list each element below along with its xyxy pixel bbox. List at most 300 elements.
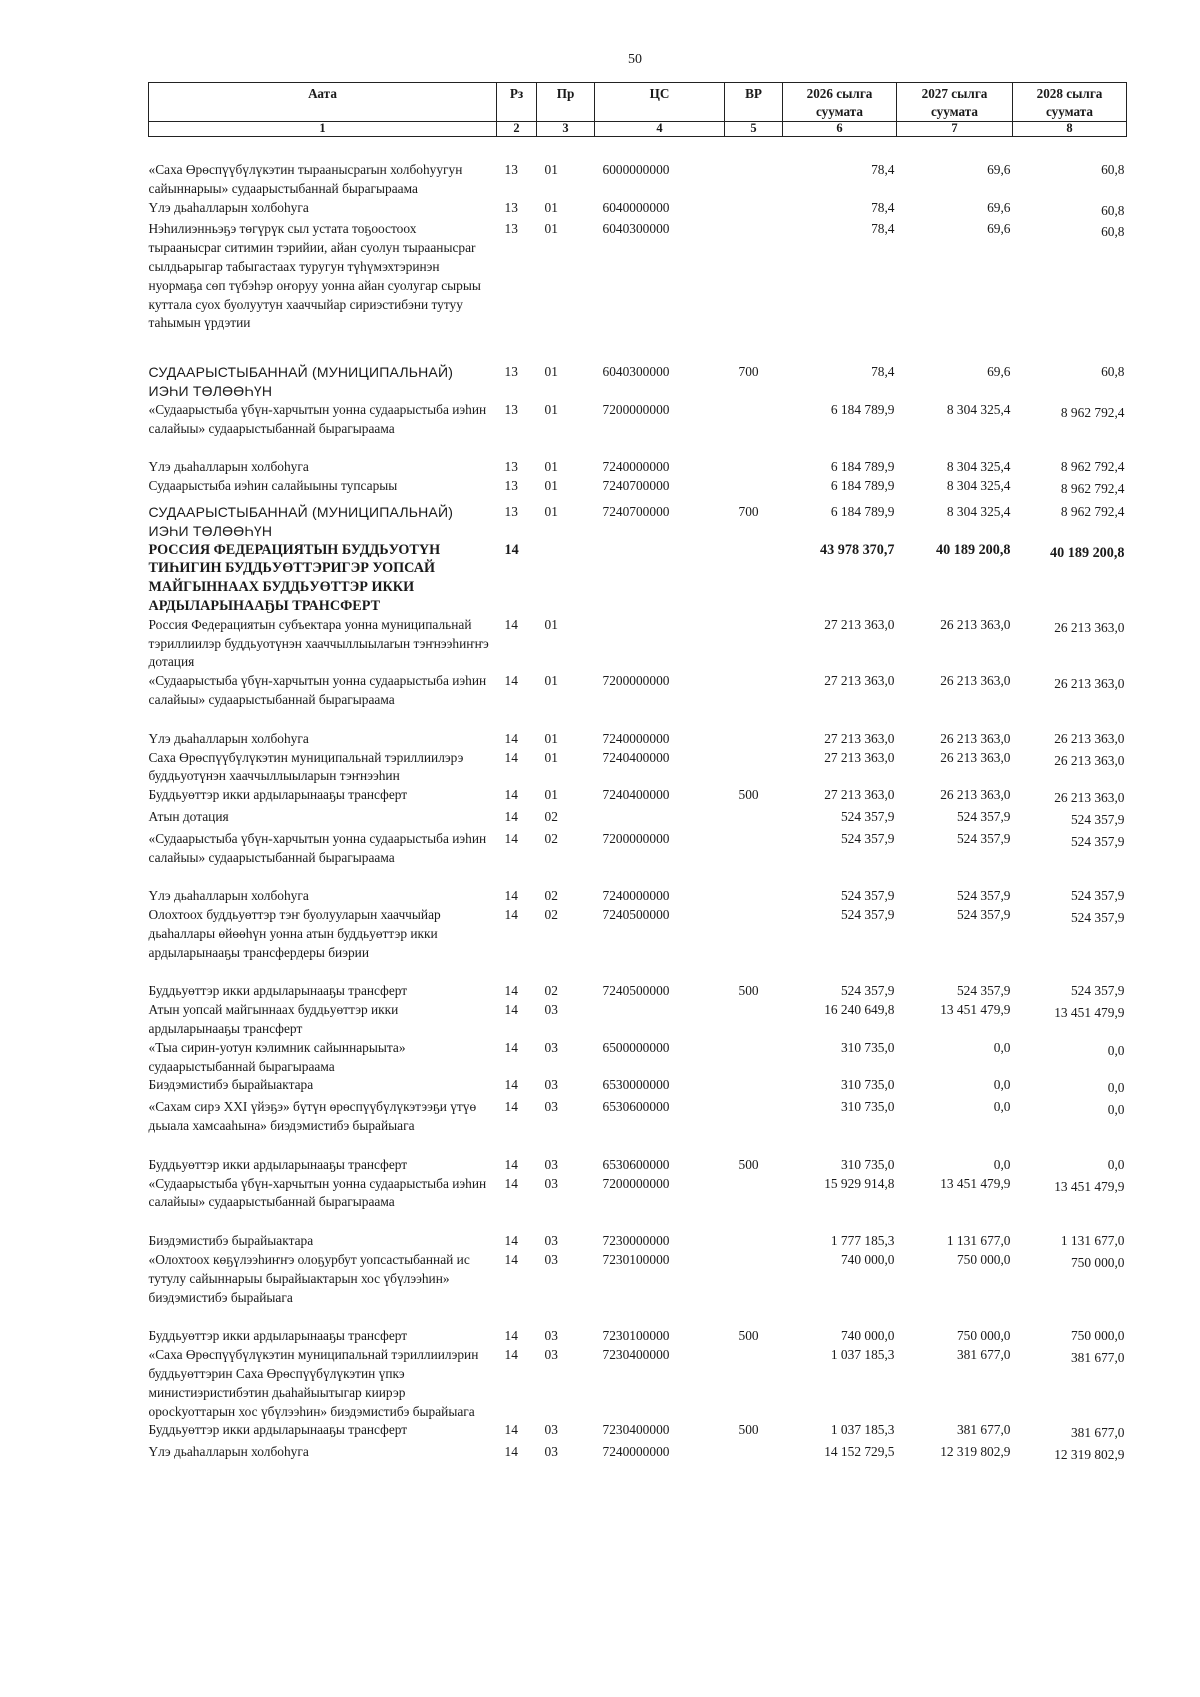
row-amount-2028: 60,8 [1101,224,1125,240]
row-vr [725,199,783,221]
row-rz: 14 [504,1233,518,1249]
row-pr: 02 [544,983,558,999]
row-amount-2027: 69,6 [987,162,1011,177]
row-cs: 7240500000 [602,983,670,999]
row-amount-2027: 524 357,9 [956,808,1011,824]
row-vr: 700 [738,364,759,380]
row-rz: 14 [504,749,518,765]
row-amount-2028: 524 357,9 [1070,888,1125,904]
row-name: Буддьуөттэр икки ардыларынааҕы трансферт [148,1328,408,1344]
row-amount-2028: 13 451 479,9 [1054,1178,1125,1194]
row-pr: 03 [544,1002,558,1018]
row-name: Буддьуөттэр икки ардыларынааҕы трансферт [148,1422,408,1438]
row-amount-2026: 1 037 185,3 [830,1347,895,1363]
row-cs [595,541,725,616]
row-pr: 01 [544,162,558,177]
row-name: Биэдэмистибэ бырайыактара [148,1233,314,1249]
row-name: Саха Өрөспүүбүлүкэтин муниципальнай тэриллиилэрэ буддьуотүнэн хааччыллыыларын тэҥнээһин [148,749,464,784]
table-row [149,1136,1127,1175]
row-amount-2028: 26 213 363,0 [1054,619,1125,635]
row-cs: 6000000000 [602,162,670,177]
row-amount-2028: 524 357,9 [1070,811,1125,827]
header-2028: 2028 сылга суумата [1013,83,1127,122]
row-amount-2026: 524 357,9 [840,830,895,846]
row-amount-2028: 0,0 [1107,1080,1125,1096]
row-amount-2027: 524 357,9 [956,888,1011,904]
column-number: 1 [149,122,497,137]
table-row [149,199,1127,221]
row-name: Үлэ дьаһалларын холбоһуга [148,1444,309,1460]
row-rz: 14 [504,787,518,803]
row-amount-2028: 1 131 677,0 [1060,1233,1125,1249]
row-rz: 13 [504,503,518,519]
row-amount-2028: 750 000,0 [1070,1255,1125,1271]
row-vr: 500 [738,1328,759,1344]
row-name: «Судаарыстыба үбүн-харчытын уонна судаарыстыба иэһин салайыы» судаарыстыбаннай бырагыраама [148,830,487,865]
row-amount-2028: 381 677,0 [1070,1350,1125,1366]
table-row [149,1098,1127,1136]
row-name: «Саха Өрөспүүбүлүкэтин тыраанысparын холбоһуугун сайыннарыы» судаарыстыбаннай бырагыраама [148,162,463,196]
header-name: Аата [149,83,497,122]
row-cs: 7230000000 [602,1233,670,1249]
row-amount-2027: 26 213 363,0 [940,787,1011,803]
row-name: Буддьуөттэр икки ардыларынааҕы трансферт [148,983,408,999]
column-number: 3 [537,122,595,137]
table-row [149,830,1127,868]
table-row [149,808,1127,830]
row-cs: 6040300000 [602,221,670,237]
row-cs: 7240700000 [602,503,670,519]
row-amount-2026: 6 184 789,9 [830,478,895,494]
table-row [149,1175,1127,1213]
header-row [149,83,1127,122]
row-amount-2028: 524 357,9 [1070,910,1125,926]
row-vr [725,808,783,830]
row-rz: 14 [504,1252,518,1268]
table-row [149,1421,1127,1443]
row-name: «Судаарыстыба үбүн-харчытын уонна судаарыстыба иэһин салайыы» судаарыстыбаннай бырагыраама [148,401,487,436]
row-cs: 6530600000 [602,1099,670,1115]
table-row [149,1443,1127,1465]
row-amount-2027: 8 304 325,4 [946,459,1011,475]
row-amount-2026: 310 735,0 [840,1156,895,1172]
row-vr [725,1098,783,1136]
row-vr [725,477,783,499]
row-amount-2026: 27 213 363,0 [824,673,895,689]
row-amount-2028: 60,8 [1101,162,1125,177]
row-name: Судаарыстыба иэһин салайыыны тупсарыы [148,478,398,494]
row-amount-2026: 27 213 363,0 [824,749,895,765]
table-row [149,786,1127,808]
row-amount-2027: 69,6 [987,221,1011,237]
row-pr [537,541,595,616]
row-amount-2027: 12 319 802,9 [940,1444,1011,1460]
row-rz: 14 [504,808,518,824]
row-pr: 01 [544,221,558,237]
row-cs [595,1001,725,1039]
table-body [149,137,1127,1466]
row-amount-2027: 26 213 363,0 [940,673,1011,689]
row-name: «Тыа сирин-уотун кэлимник сайыннарыыта» судаарыстыбаннай бырагыраама [148,1039,406,1074]
row-amount-2028: 26 213 363,0 [1054,730,1125,746]
table-row [149,1212,1127,1251]
row-amount-2026: 78,4 [871,364,895,380]
row-amount-2027: 0,0 [993,1099,1011,1115]
column-number-row [149,122,1127,137]
row-amount-2026: 14 152 729,5 [824,1444,895,1460]
row-cs: 7240000000 [602,1444,670,1460]
row-cs: 7230400000 [602,1422,670,1438]
row-vr [725,867,783,906]
row-amount-2028: 0,0 [1107,1102,1125,1118]
header-vr: ВР [725,83,783,122]
row-amount-2028: 26 213 363,0 [1054,752,1125,768]
row-pr: 03 [544,1039,558,1055]
row-name: «Судаарыстыба үбүн-харчытын уонна судаарыстыба иэһин салайыы» судаарыстыбаннай бырагыраама [148,1175,487,1210]
row-amount-2026: 78,4 [871,221,895,237]
header-2026: 2026 сылга суумата [783,83,897,122]
column-number: 2 [497,122,537,137]
row-cs: 7240400000 [602,787,670,803]
row-amount-2028: 381 677,0 [1070,1425,1125,1441]
row-amount-2026: 16 240 649,8 [824,1002,895,1018]
column-number: 6 [783,122,897,137]
row-cs: 7240700000 [602,478,670,494]
row-amount-2027: 750 000,0 [956,1328,1011,1344]
table-row [149,1346,1127,1421]
header-rz: Рз [497,83,537,122]
table-row [149,438,1127,477]
row-vr: 500 [738,787,759,803]
column-number: 8 [1013,122,1127,137]
row-amount-2028: 8 962 792,4 [1060,503,1125,519]
row-amount-2026: 6 184 789,9 [830,503,895,519]
table-row [149,220,1127,333]
row-vr [725,220,783,333]
row-amount-2027: 0,0 [993,1156,1011,1172]
page-number: 50 [628,52,642,67]
row-name: Буддьуөттэр икки ардыларынааҕы трансферт [148,1156,408,1172]
row-rz: 14 [504,1444,518,1460]
row-rz: 14 [504,1156,518,1172]
row-amount-2027: 26 213 363,0 [940,730,1011,746]
row-amount-2026: 740 000,0 [840,1328,895,1344]
row-cs: 6530600000 [602,1156,670,1172]
row-rz: 14 [504,1039,518,1055]
row-amount-2027: 26 213 363,0 [940,749,1011,765]
row-pr: 03 [544,1328,558,1344]
row-amount-2027: 40 189 200,8 [936,541,1011,558]
row-pr: 03 [544,1347,558,1363]
table-row [149,1307,1127,1346]
table-row [149,710,1127,749]
row-name: Биэдэмистибэ бырайыактара [148,1077,314,1093]
row-pr: 02 [544,830,558,846]
row-rz: 14 [504,983,518,999]
row-vr [725,830,783,868]
table-row [149,1039,1127,1077]
row-cs: 6530000000 [602,1077,670,1093]
row-amount-2027: 8 304 325,4 [946,401,1011,417]
row-amount-2026: 524 357,9 [840,808,895,824]
row-amount-2027: 750 000,0 [956,1252,1011,1268]
table-row [149,1076,1127,1098]
row-vr [725,616,783,672]
row-amount-2027: 13 451 479,9 [940,1002,1011,1018]
row-amount-2026: 6 184 789,9 [830,459,895,475]
row-rz: 13 [504,478,518,494]
row-name: Үлэ дьаһалларын холбоһуга [148,888,309,904]
row-name: Буддьуөттэр икки ардыларынааҕы трансферт [148,787,408,803]
row-name: Олохтоох буддьуөттэр тэҥ буолууларын хааччыйар дьаһаллары өйөөһүн уонна атын буддьуөттэр икки ардыларынааҕы трансфердеры биэрии [148,907,441,960]
table-row [149,477,1127,499]
table-row [149,749,1127,787]
row-amount-2026: 740 000,0 [840,1252,895,1268]
row-amount-2027: 13 451 479,9 [940,1175,1011,1191]
row-cs: 7200000000 [602,401,670,417]
row-name: Атын дотация [148,808,229,824]
row-amount-2028: 0,0 [1107,1156,1125,1172]
row-pr: 01 [544,749,558,765]
row-rz: 13 [504,199,518,215]
row-cs: 7200000000 [602,673,670,689]
row-rz: 14 [504,541,519,558]
row-vr [725,1175,783,1213]
row-amount-2027: 69,6 [987,364,1011,380]
row-amount-2028: 8 962 792,4 [1060,404,1125,420]
row-amount-2026: 43 978 370,7 [820,541,895,558]
row-cs: 7240400000 [602,749,670,765]
column-number: 5 [725,122,783,137]
row-cs: 7200000000 [602,830,670,846]
row-name: РОССИЯ ФЕДЕРАЦИЯТЫН БУДДЬУОТҮН ТИҺИГИН БУДДЬУӨТТЭРИГЭР УОПСАЙ МАЙГЫННААХ БУДДЬУӨТТЭР ИККИ АРДЫЛАРЫНААҔЫ ТРАНСФЕРТ [148,541,441,614]
row-amount-2026: 310 735,0 [840,1039,895,1055]
row-amount-2026: 524 357,9 [840,888,895,904]
row-vr [725,1076,783,1098]
table-row [149,672,1127,710]
row-amount-2026: 78,4 [871,199,895,215]
row-pr: 01 [544,616,558,632]
row-amount-2027: 0,0 [993,1039,1011,1055]
row-vr [725,541,783,616]
row-amount-2027: 8 304 325,4 [946,478,1011,494]
row-rz: 13 [504,401,518,417]
row-amount-2027: 1 131 677,0 [946,1233,1011,1249]
row-vr [725,1251,783,1307]
row-amount-2026: 1 037 185,3 [830,1422,895,1438]
row-cs: 7230100000 [602,1328,670,1344]
row-rz: 14 [504,907,518,923]
row-pr: 01 [544,199,558,215]
row-pr: 03 [544,1444,558,1460]
row-vr [725,906,783,962]
row-vr [725,438,783,477]
row-vr [725,672,783,710]
row-amount-2028: 8 962 792,4 [1060,481,1125,497]
row-name: «Сахам сирэ ХХI үйэҕэ» бүтүн өрөспүүбүлүкэтээҕи үтүө дьыала хамсааһына» биэдэмистибэ бырайыага [148,1099,477,1134]
row-amount-2027: 69,6 [987,199,1011,215]
row-cs: 7240000000 [602,459,670,475]
row-pr: 01 [544,503,558,519]
row-amount-2028: 40 189 200,8 [1050,544,1125,561]
row-amount-2028: 8 962 792,4 [1060,459,1125,475]
row-amount-2026: 310 735,0 [840,1077,895,1093]
row-pr: 02 [544,888,558,904]
row-rz: 14 [504,616,518,632]
row-rz: 14 [504,1422,518,1438]
table-row [149,137,1127,199]
row-amount-2028: 26 213 363,0 [1054,676,1125,692]
row-pr: 03 [544,1099,558,1115]
row-amount-2028: 26 213 363,0 [1054,790,1125,806]
row-amount-2028: 524 357,9 [1070,983,1125,999]
row-pr: 03 [544,1077,558,1093]
row-amount-2027: 524 357,9 [956,907,1011,923]
row-vr: 500 [738,1156,759,1172]
row-name: Үлэ дьаһалларын холбоһуга [148,730,309,746]
row-rz: 14 [504,1099,518,1115]
row-pr: 01 [544,787,558,803]
row-amount-2028: 750 000,0 [1070,1328,1125,1344]
row-amount-2026: 27 213 363,0 [824,616,895,632]
row-vr [725,137,783,199]
column-number: 7 [897,122,1013,137]
row-cs: 7200000000 [602,1175,670,1191]
row-name: Атын уопсай майгыннаах буддьуөттэр икки ардыларынааҕы трансферт [148,1002,399,1037]
row-pr: 01 [544,730,558,746]
row-rz: 14 [504,1175,518,1191]
table-row [149,962,1127,1001]
row-name: Нэһилиэнньэҕэ төгүрүк сыл устата тоҕоостоох тыраанысpar ситимин тэрийии, айан суолун тыраанысpar сылдьарыгар табыгастаах туругун түһүмэхтэринэн нуормаҕа сөп түбэһэр оҥоруу уонна айан суолугар сырыы куттала суох буолуутун хааччыйар сириэстибэни тутуу таһымын үрдэтии [148,221,481,331]
row-vr [725,710,783,749]
row-name: Үлэ дьаһалларын холбоһуга [148,199,309,215]
row-pr: 01 [544,459,558,475]
row-cs: 6040300000 [602,364,670,380]
row-rz: 13 [504,364,518,380]
row-amount-2026: 27 213 363,0 [824,730,895,746]
row-vr: 500 [738,1422,759,1438]
budget-table [148,82,1127,1465]
row-amount-2026: 78,4 [871,162,895,177]
row-vr [725,401,783,439]
row-vr [725,1212,783,1251]
row-amount-2026: 1 777 185,3 [830,1233,895,1249]
row-amount-2028: 12 319 802,9 [1054,1447,1125,1463]
row-pr: 02 [544,907,558,923]
row-vr [725,1443,783,1465]
row-name: СУДААРЫСТЫБАННАЙ (МУНИЦИПАЛЬНАЙ) ИЭҺИ ТӨЛӨӨҺҮН [148,364,454,399]
row-rz: 13 [504,162,518,177]
row-pr: 03 [544,1252,558,1268]
row-pr: 01 [544,478,558,494]
row-pr: 01 [544,673,558,689]
row-rz: 13 [504,459,518,475]
row-vr [725,1039,783,1077]
column-number: 4 [595,122,725,137]
table-row [149,906,1127,962]
table-row [149,1251,1127,1307]
row-amount-2026: 15 929 914,8 [824,1175,895,1191]
row-amount-2026: 6 184 789,9 [830,401,895,417]
row-name: «Судаарыстыба үбүн-харчытын уонна судаарыстыба иэһин салайыы» судаарыстыбаннай бырагыраама [148,673,487,707]
row-vr [725,1346,783,1421]
row-cs [595,808,725,830]
row-name: «Саха Өрөспүүбүлүкэтин муниципальнай тэриллиилэрин буддьуөттэрин Саха Өрөспүүбүлүкэтин үпкэ министиэристибэтин дьаһайыытыгар киирэр оросkуоттарын хос үбүлээһин» биэдэмистибэ бырайыага [148,1347,479,1419]
row-amount-2027: 524 357,9 [956,830,1011,846]
row-amount-2028: 13 451 479,9 [1054,1005,1125,1021]
row-vr: 700 [738,503,759,519]
row-cs: 6500000000 [602,1039,670,1055]
table-row [149,1001,1127,1039]
row-vr [725,749,783,787]
row-amount-2028: 524 357,9 [1070,833,1125,849]
row-name: Россия Федерациятын субъектара уонна муниципальнай тэриллиилэр буддьуотүнэн хааччыллыылarын тэҥнээһиҥҥэ дотация [148,616,489,670]
row-cs: 7230400000 [602,1347,670,1363]
row-rz: 13 [504,221,518,237]
row-amount-2026: 310 735,0 [840,1099,895,1115]
row-amount-2028: 60,8 [1101,202,1125,218]
row-cs: 7230100000 [602,1252,670,1268]
row-amount-2026: 524 357,9 [840,907,895,923]
row-pr: 03 [544,1175,558,1191]
row-cs [595,616,725,672]
row-pr: 02 [544,808,558,824]
row-pr: 03 [544,1422,558,1438]
row-cs: 7240500000 [602,907,670,923]
table-row [149,499,1127,541]
row-amount-2026: 27 213 363,0 [824,787,895,803]
row-rz: 14 [504,1077,518,1093]
header-cs: ЦС [595,83,725,122]
row-amount-2028: 0,0 [1107,1042,1125,1058]
row-vr: 500 [738,983,759,999]
table-row [149,867,1127,906]
row-cs: 6040000000 [602,199,670,215]
row-amount-2027: 26 213 363,0 [940,616,1011,632]
row-amount-2027: 8 304 325,4 [946,503,1011,519]
row-amount-2028: 60,8 [1101,364,1125,380]
row-pr: 01 [544,401,558,417]
row-rz: 14 [504,1002,518,1018]
table-row [149,333,1127,401]
header-2027: 2027 сылга суумата [897,83,1013,122]
row-rz: 14 [504,673,518,689]
row-name: Үлэ дьаһалларын холбоһуга [148,459,309,475]
header-pr: Пр [537,83,595,122]
row-name: СУДААРЫСТЫБАННАЙ (МУНИЦИПАЛЬНАЙ) ИЭҺИ ТӨЛӨӨҺҮН [148,503,454,539]
row-rz: 14 [504,830,518,846]
table-row [149,616,1127,672]
row-rz: 14 [504,730,518,746]
row-amount-2026: 524 357,9 [840,983,895,999]
table-row [149,541,1127,616]
row-rz: 14 [504,1347,518,1363]
row-name: «Олохтоох көҕүлээһиҥҥэ олоҕурбут уопсастыбаннай ис тутулу сайыннарыы бырайыактарын хос үбүлээһин» биэдэмистибэ бырайыага [148,1252,470,1305]
row-amount-2027: 381 677,0 [956,1347,1011,1363]
table-row [149,401,1127,439]
row-pr: 03 [544,1156,558,1172]
row-vr [725,1001,783,1039]
row-pr: 03 [544,1233,558,1249]
row-amount-2027: 0,0 [993,1077,1011,1093]
row-cs: 7240000000 [602,888,670,904]
row-cs: 7240000000 [602,730,670,746]
row-pr: 01 [544,364,558,380]
row-amount-2027: 524 357,9 [956,983,1011,999]
row-rz: 14 [504,1328,518,1344]
row-rz: 14 [504,888,518,904]
row-amount-2027: 381 677,0 [956,1422,1011,1438]
